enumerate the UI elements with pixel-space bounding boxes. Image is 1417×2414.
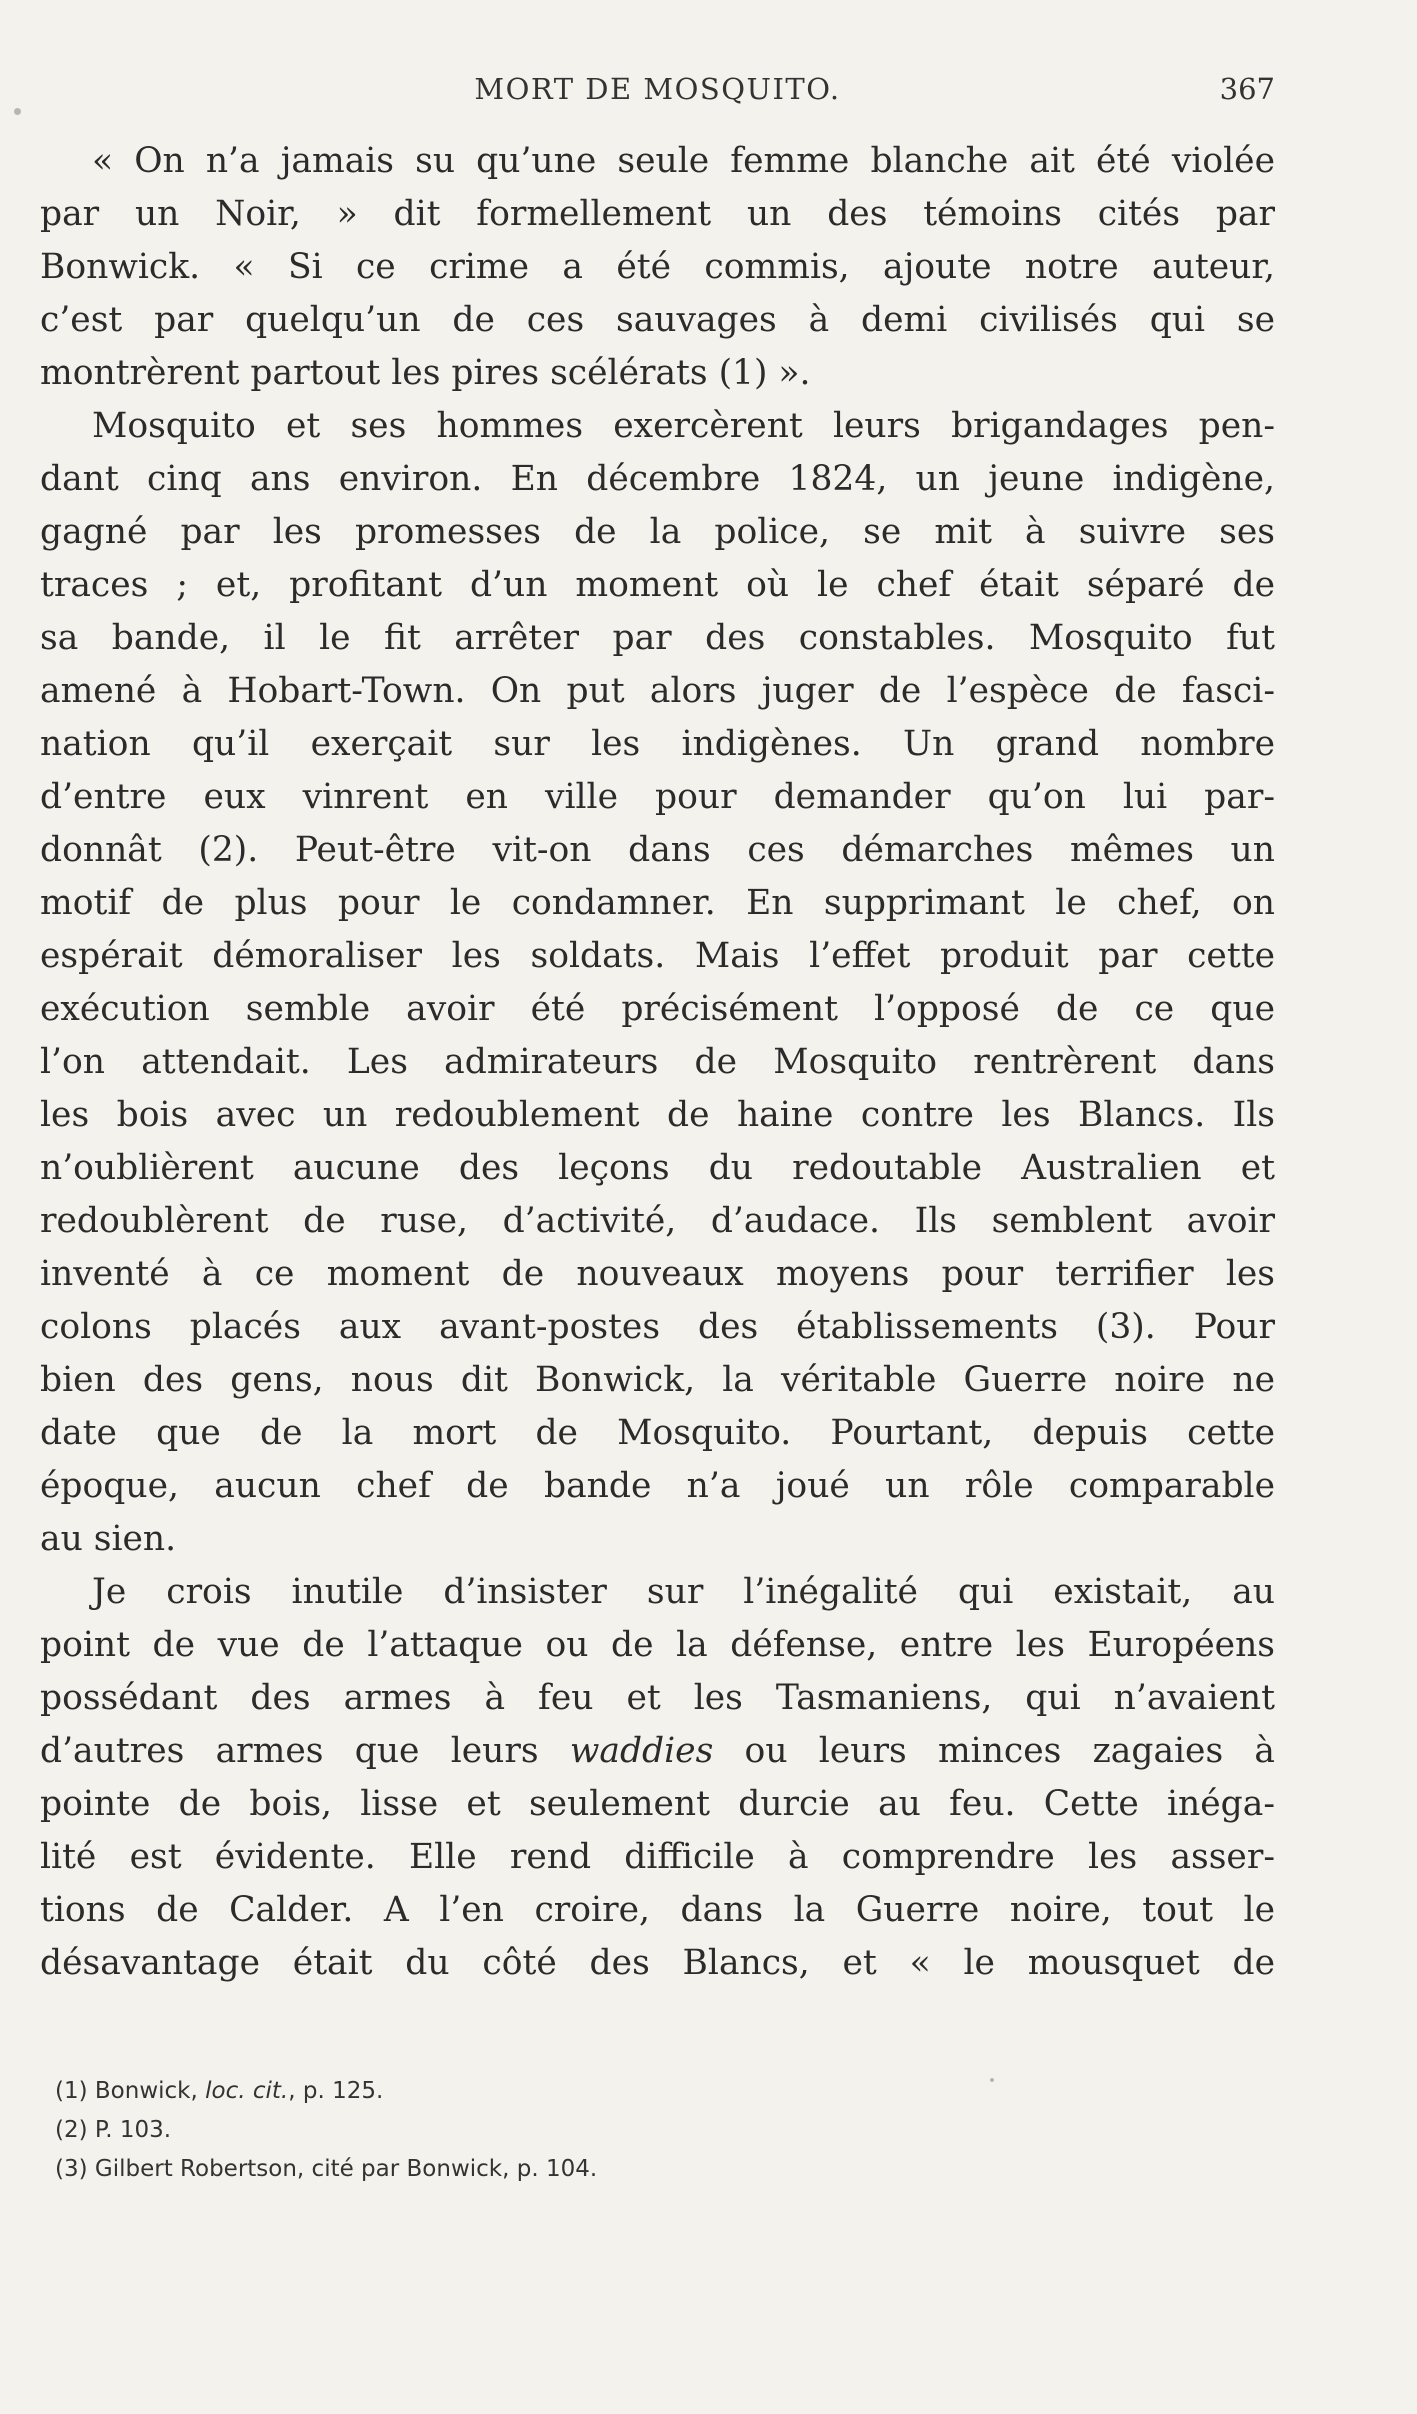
- text-line: lité est évidente. Elle rend difficile à comprendre les asser-: [40, 1837, 1275, 1877]
- text-line: donnât (2). Peut-être vit-on dans ces démarches mêmes un: [40, 830, 1275, 870]
- text-line: au sien.: [40, 1519, 177, 1559]
- text-line: motif de plus pour le condamner. En supprimant le chef, on: [40, 883, 1275, 923]
- body-text: [40, 135, 1275, 1990]
- page-number: 367: [1219, 72, 1275, 106]
- paper-speck: [14, 108, 21, 115]
- text-line: par un Noir, » dit formellement un des témoins cités par: [40, 194, 1275, 234]
- italic-term: waddies: [569, 1731, 714, 1771]
- text-line: les bois avec un redoublement de haine contre les Blancs. Ils: [40, 1095, 1275, 1135]
- footnote-number: (3): [55, 2156, 88, 2182]
- text-line: colons placés aux avant-postes des établissements (3). Pour: [40, 1307, 1275, 1347]
- text-line: espérait démoraliser les soldats. Mais l’effet produit par cette: [40, 936, 1275, 976]
- footnotes: [55, 2072, 1255, 2189]
- footnote-text: , p. 125.: [288, 2078, 384, 2104]
- text-line: bien des gens, nous dit Bonwick, la véritable Guerre noire ne: [40, 1360, 1275, 1400]
- text-line: d’entre eux vinrent en ville pour demander qu’on lui par-: [40, 777, 1275, 817]
- text-line: possédant des armes à feu et les Tasmaniens, qui n’avaient: [40, 1678, 1275, 1718]
- text-line: époque, aucun chef de bande n’a joué un rôle comparable: [40, 1466, 1275, 1506]
- text-line: sa bande, il le fit arrêter par des constables. Mosquito fut: [40, 618, 1275, 658]
- running-head: [40, 72, 1275, 122]
- footnote-number: (2): [55, 2117, 88, 2143]
- footnote-author: Bonwick,: [94, 2078, 198, 2104]
- text-line: montrèrent partout les pires scélérats (1) ».: [40, 353, 811, 393]
- text-line: nation qu’il exerçait sur les indigènes. Un grand nombre: [40, 724, 1275, 764]
- text-line: Mosquito et ses hommes exercèrent leurs brigandages pen-: [92, 406, 1275, 446]
- running-title: MORT DE MOSQUITO.: [474, 72, 841, 106]
- footnote-number: (1): [55, 2078, 88, 2104]
- text-line: inventé à ce moment de nouveaux moyens pour terrifier les: [40, 1254, 1275, 1294]
- text-line: d’autres armes que leurs waddies ou leurs minces zagaies à: [40, 1731, 1275, 1771]
- text-line: gagné par les promesses de la police, se mit à suivre ses: [40, 512, 1275, 552]
- text-line: l’on attendait. Les admirateurs de Mosquito rentrèrent dans: [40, 1042, 1275, 1082]
- text-line: point de vue de l’attaque ou de la défense, entre les Européens: [40, 1625, 1275, 1665]
- footnote: [55, 2150, 1255, 2189]
- text-line: date que de la mort de Mosquito. Pourtant, depuis cette: [40, 1413, 1275, 1453]
- footnote: [55, 2072, 1255, 2111]
- text-line: Bonwick. « Si ce crime a été commis, ajoute notre auteur,: [40, 247, 1275, 287]
- text-line: traces ; et, profitant d’un moment où le chef était séparé de: [40, 565, 1275, 605]
- text-line: n’oublièrent aucune des leçons du redoutable Australien et: [40, 1148, 1275, 1188]
- text-line: redoublèrent de ruse, d’activité, d’audace. Ils semblent avoir: [40, 1201, 1275, 1241]
- text-line: amené à Hobart-Town. On put alors juger de l’espèce de fasci-: [40, 671, 1275, 711]
- text-line: désavantage était du côté des Blancs, et « le mousquet de: [40, 1943, 1275, 1983]
- text-line: pointe de bois, lisse et seulement durcie au feu. Cette inéga-: [40, 1784, 1275, 1824]
- footnote-text: Gilbert Robertson, cité par Bonwick, p. 104.: [94, 2156, 598, 2182]
- text-line: dant cinq ans environ. En décembre 1824, un jeune indigène,: [40, 459, 1275, 499]
- text-line: Je crois inutile d’insister sur l’inégalité qui existait, au: [92, 1572, 1275, 1612]
- text-line: exécution semble avoir été précisément l’opposé de ce que: [40, 989, 1275, 1029]
- text-line: « On n’a jamais su qu’une seule femme blanche ait été violée: [92, 141, 1275, 181]
- footnote-reference: loc. cit.: [205, 2078, 289, 2104]
- footnote-text: P. 103.: [94, 2117, 172, 2143]
- text-line: c’est par quelqu’un de ces sauvages à demi civilisés qui se: [40, 300, 1275, 340]
- footnote: [55, 2111, 1255, 2150]
- paper-speck: [990, 2078, 994, 2082]
- text-line: tions de Calder. A l’en croire, dans la Guerre noire, tout le: [40, 1890, 1275, 1930]
